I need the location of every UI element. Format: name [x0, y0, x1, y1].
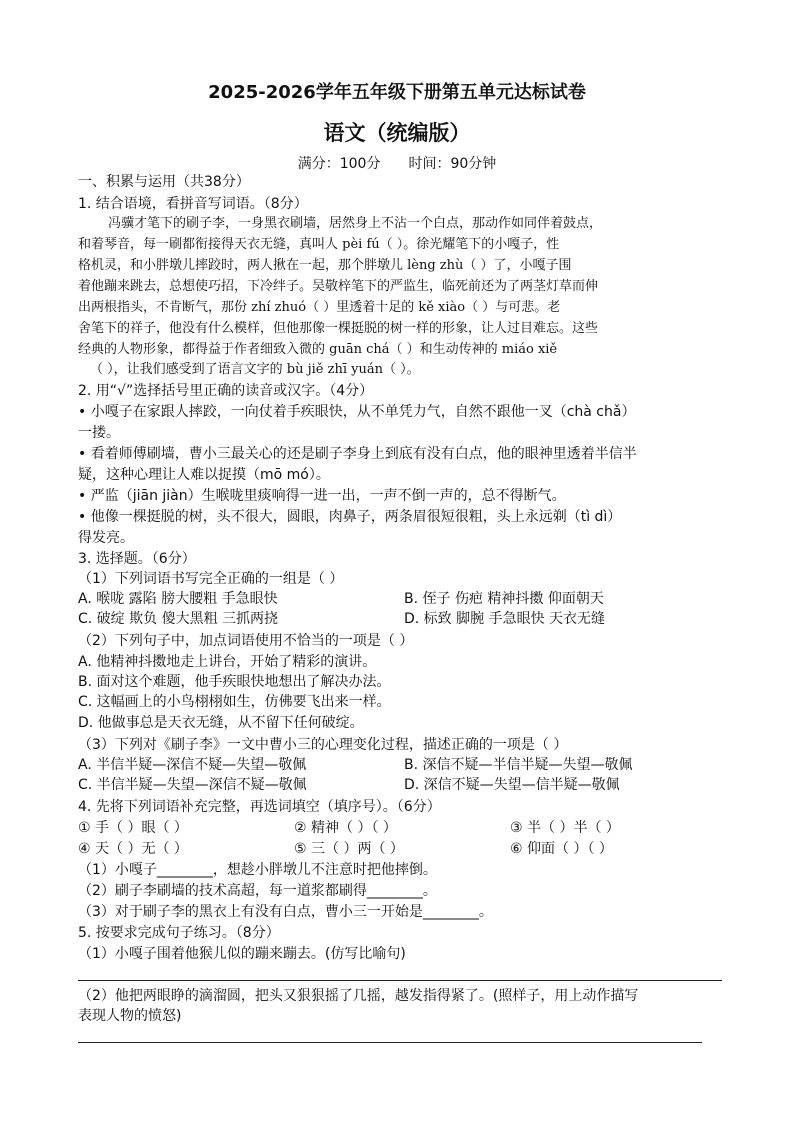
- section-heading: 一、积累与运用（共38分）: [78, 174, 250, 190]
- q3-sub2-option-c: C. 这幅画上的小鸟栩栩如生，仿佛要飞出来一样。: [78, 694, 391, 710]
- q3-sub1-stem: （1）下列词语书写完全正确的一组是（ ）: [78, 571, 344, 587]
- q4-fill-3: （3）对于刷子李的黑衣上有没有白点，曹小三一开始是________。: [78, 904, 493, 920]
- q4-word-2: ② 精神（ ）（ ）: [294, 820, 397, 836]
- q3-sub1-option-a: A. 喉咙 露陷 膀大腰粗 手急眼快: [78, 591, 278, 607]
- q3-sub2-option-b: B. 面对这个难题，他手疾眼快地想出了解决办法。: [78, 674, 391, 690]
- q1-passage-line: （ ），让我们感受到了语言文字的 bù jiě zhī yuán（ ）。: [90, 362, 420, 377]
- exam-title: 2025-2026学年五年级下册第五单元达标试卷: [208, 82, 586, 103]
- q3-title: 3. 选择题。（6分）: [78, 551, 196, 567]
- q1-passage-line: 经典的人物形象，都得益于作者细致入微的 guān chá（ ）和生动传神的 miáo xiě: [78, 342, 558, 357]
- q3-sub3-option-b: B. 深信不疑—半信半疑—失望—敬佩: [404, 757, 633, 773]
- q1-passage-line: 和着琴音，每一刷都衔接得天衣无缝，真叫人 pèi fú（ ）。徐光耀笔下的小嘎子，性: [78, 237, 560, 252]
- q2-item: • 小嘎子在家跟人摔跤，一向仗着手疾眼快，从不单凭力气，自然不跟他一叉（chà chǎ）: [78, 404, 636, 420]
- q3-sub2-option-d: D. 他做事总是天衣无缝，从不留下任何破绽。: [78, 715, 364, 731]
- q1-title: 1. 结合语境，看拼音写词语。（8分）: [78, 196, 308, 212]
- q2-title: 2. 用“√”选择括号里正确的读音或汉字。（4分）: [78, 383, 374, 399]
- q5-sub2-line2: 表现人物的愤怒): [78, 1008, 182, 1024]
- q3-sub1-option-b: B. 侄子 伤疤 精神抖擞 仰面朝天: [404, 591, 604, 607]
- q2-item: 一搂。: [78, 425, 120, 441]
- q2-item: 得发亮。: [78, 530, 134, 546]
- q4-fill-1: （1）小嘎子________，想趁小胖墩儿不注意时把他摔倒。: [78, 862, 437, 878]
- q3-sub2-option-a: A. 他精神抖擞地走上讲台，开始了精彩的演讲。: [78, 654, 377, 670]
- q5-title: 5. 按要求完成句子练习。（8分）: [78, 925, 280, 941]
- q3-sub3-option-a: A. 半信半疑—深信不疑—失望—敬佩: [78, 757, 307, 773]
- q2-item: • 严监（jiān jiàn）生喉咙里痰响得一进一出，一声不倒一声的，总不得断气。: [78, 488, 566, 504]
- q3-sub3-option-c: C. 半信半疑—失望—深信不疑—敬佩: [78, 777, 307, 793]
- q5-sub2-line1: （2）他把两眼睁的滴溜圆，把头又狠狠摇了几摇，越发指得紧了。(照样子，用上动作描写: [78, 988, 639, 1004]
- q3-sub3-stem: （3）下列对《刷子李》一文中曹小三的心理变化过程，描述正确的一项是（ ）: [78, 737, 568, 753]
- q5-sub1: （1）小嘎子围着他猴儿似的蹦来蹦去。(仿写比喻句): [78, 946, 406, 962]
- q4-word-6: ⑥ 仰面（ ）（ ）: [510, 841, 613, 857]
- q3-sub1-option-d: D. 标致 脚腕 手急眼快 天衣无缝: [404, 611, 606, 627]
- q2-item: • 他像一棵挺脱的树，头不很大，圆眼，肉鼻子，两条眉很短很粗，头上永远剃（tì dì）: [78, 509, 622, 525]
- answer-line-2: [78, 1042, 702, 1043]
- q4-word-1: ① 手（ ）眼（ ）: [78, 820, 188, 836]
- q3-sub1-option-c: C. 破绽 欺负 傻大黑粗 三抓两挠: [78, 611, 279, 627]
- q1-passage-line: 出两根指头，不肯断气，那份 zhí zhuó（ ）里透着十足的 kě xiào（ ）与可悲。老: [78, 300, 561, 315]
- q1-passage-line: 着他蹦来跳去，总想使巧招，下冷绊子。吴敬梓笔下的严监生，临死前还为了两茎灯草而伸: [78, 279, 599, 294]
- q4-word-4: ④ 天（ ）无（ ）: [78, 841, 188, 857]
- q3-sub2-stem: （2）下列句子中，加点词语使用不恰当的一项是（ ）: [78, 633, 414, 649]
- q1-passage-line: 冯骥才笔下的刷子李，一身黑衣刷墙，居然身上不沾一个白点，那动作如同伴着鼓点，: [108, 216, 603, 231]
- q4-fill-2: （2）刷子李刷墙的技术高超，每一道浆都刷得________。: [78, 883, 437, 899]
- q1-passage-line: 格机灵，和小胖墩儿摔跤时，两人揪在一起，那个胖墩儿 lèng zhù（ ）了，小嘎子围: [78, 258, 572, 273]
- q1-passage-line: 舍笔下的祥子，他没有什么模样，但他那像一棵挺脱的树一样的形象，让人过目难忘。这些: [78, 321, 599, 336]
- q4-title: 4. 先将下列词语补充完整，再选词填空（填序号）。（6分）: [78, 799, 441, 815]
- exam-time: 时间：90分钟: [408, 156, 497, 172]
- answer-line-1: [78, 980, 722, 981]
- q2-item: • 看着师傅刷墙，曹小三最关心的还是刷子李身上到底有没有白点，他的眼神里透着半信半: [78, 446, 637, 462]
- exam-meta: [0, 153, 794, 173]
- q3-sub3-option-d: D. 深信不疑—失望—信半疑—敬佩: [404, 777, 620, 793]
- exam-subtitle: 语文（统编版）: [323, 121, 471, 145]
- q2-item: 疑，这种心理让人难以捉摸（mō mó）。: [78, 467, 330, 483]
- q4-word-5: ⑤ 三（ ）两（ ）: [294, 841, 404, 857]
- q4-word-3: ③ 半（ ）半（ ）: [510, 820, 620, 836]
- full-score: 满分：100分: [297, 156, 381, 172]
